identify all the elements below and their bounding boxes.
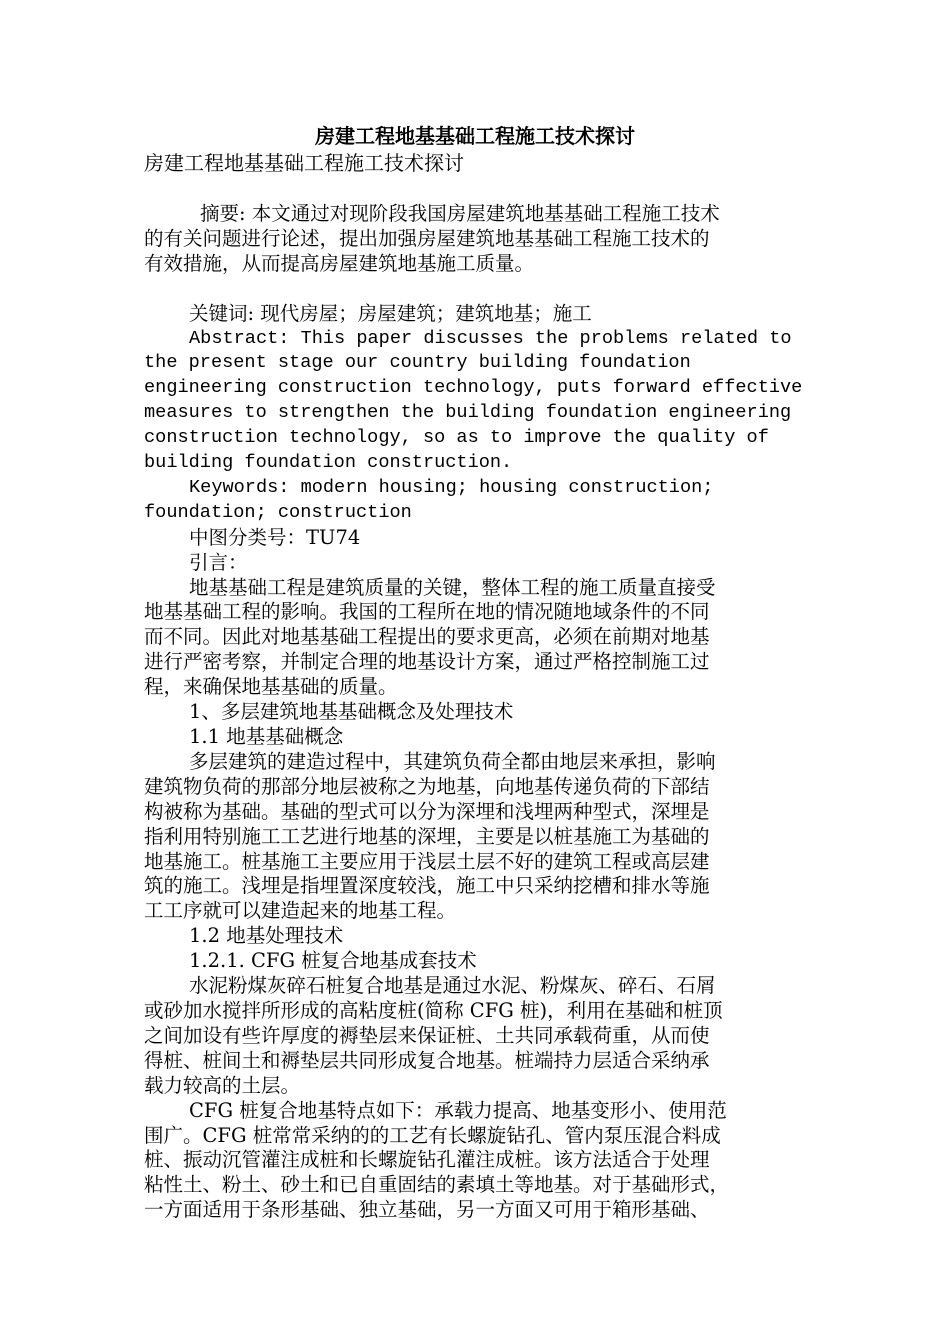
- abstract-cn: [144, 202, 806, 277]
- paragraph-line: 建筑物负荷的那部分地层被称之为地基，向地基传递负荷的下部结: [144, 774, 710, 798]
- paragraph-line: 程，来确保地基基础的质量。: [144, 675, 398, 699]
- paragraph-line: 水泥粉煤灰碎石桩复合地基是通过水泥、粉煤灰、碎石、石屑: [189, 974, 716, 998]
- keywords-en-line: foundation; construction: [144, 501, 412, 523]
- abstract-en-line: the present stage our country building foundation: [144, 352, 691, 374]
- paragraph-line: 地基基础工程的影响。我国的工程所在地的情况随地域条件的不同: [144, 600, 710, 624]
- paragraph-line: 得桩、桩间土和褥垫层共同形成复合地基。桩端持力层适合采纳承: [144, 1048, 710, 1072]
- document-title: 房建工程地基基础工程施工技术探讨: [315, 124, 635, 148]
- paragraph-line: 工工序就可以建造起来的地基工程。: [144, 899, 457, 923]
- intro-heading: 引言：: [189, 550, 248, 574]
- paragraph-line: 地基基础工程是建筑质量的关键，整体工程的施工质量直接受: [189, 575, 716, 599]
- abstract-en-line: Abstract: This paper discusses the problems related to: [189, 327, 792, 349]
- keywords-en: [144, 476, 806, 526]
- paragraph-line: 进行严密考察，并制定合理的地基设计方案，通过严格控制施工过: [144, 650, 710, 674]
- abstract-cn-line: 摘要: 本文通过对现阶段我国房屋建筑地基基础工程施工技术: [200, 202, 720, 225]
- abstract-en-line: measures to strengthen the building foundation engineering: [144, 402, 792, 424]
- section-1-1-paragraph: [144, 750, 806, 924]
- abstract-cn-line: 有效措施，从而提高房屋建筑地基施工质量。: [144, 251, 535, 275]
- paragraph-line: 筑的施工。浅埋是指埋置深度较浅，施工中只采纳挖槽和排水等施: [144, 874, 710, 898]
- section-1-2-heading: 1.2 地基处理技术: [189, 924, 344, 948]
- section-1-2-1-heading: 1.2.1. CFG 桩复合地基成套技术: [189, 949, 477, 973]
- paragraph-line: 指利用特别施工工艺进行地基的深埋，主要是以桩基施工为基础的: [144, 824, 710, 848]
- classification-number: 中图分类号：TU74: [189, 525, 361, 549]
- paragraph-line: 之间加设有些许厚度的褥垫层来保证桩、土共同承载荷重，从而使: [144, 1023, 710, 1047]
- document-page: [144, 122, 806, 1223]
- paragraph-line: 粘性土、粉土、砂土和已自重固结的素填土等地基。对于基础形式，: [144, 1173, 730, 1197]
- spacer: [144, 277, 806, 302]
- abstract-en-line: construction technology, so as to improve the quality of: [144, 427, 769, 449]
- document-subtitle: 房建工程地基基础工程施工技术探讨: [144, 151, 464, 175]
- paragraph-line: 构被称为基础。基础的型式可以分为深埋和浅埋两种型式，深埋是: [144, 799, 710, 823]
- paragraph-line: 一方面适用于条形基础、独立基础，另一方面又可用于箱形基础、: [144, 1198, 710, 1222]
- abstract-cn-line: 的有关问题进行论述，提出加强房屋建筑地基基础工程施工技术的: [144, 226, 710, 250]
- paragraph-line: 而不同。因此对地基基础工程提出的要求更高，必须在前期对地基: [144, 625, 710, 649]
- paragraph-line: 围广。CFG 桩常常采纳的的工艺有长螺旋钻孔、管内泵压混合料成: [144, 1123, 721, 1147]
- section-1-1-heading: 1.1 地基基础概念: [189, 725, 344, 749]
- abstract-en-line: building foundation construction.: [144, 452, 513, 474]
- paragraph-line: 桩、振动沉管灌注成桩和长螺旋钻孔灌注成桩。该方法适合于处理: [144, 1148, 710, 1172]
- abstract-en: [144, 327, 806, 476]
- paragraph-line: 或砂加水搅拌所形成的高粘度桩(简称 CFG 桩)，利用在基础和桩顶: [144, 998, 723, 1022]
- paragraph-line: CFG 桩复合地基特点如下：承载力提高、地基变形小、使用范: [189, 1098, 727, 1122]
- paragraph-line: 载力较高的土层。: [144, 1073, 301, 1097]
- keywords-cn: 关键词: 现代房屋；房屋建筑；建筑地基；施工: [189, 301, 592, 325]
- section-1-2-1-paragraph: [144, 974, 806, 1099]
- abstract-en-line: engineering construction technology, puts forward effective: [144, 377, 803, 399]
- section-1-heading: 1、多层建筑地基基础概念及处理技术: [189, 700, 514, 724]
- paragraph-line: 地基施工。桩基施工主要应用于浅层土层不好的建筑工程或高层建: [144, 849, 710, 873]
- paragraph-line: 多层建筑的建造过程中，其建筑负荷全都由地层来承担，影响: [189, 749, 716, 773]
- spacer: [144, 176, 806, 202]
- intro-paragraph: [144, 576, 806, 701]
- keywords-en-line: Keywords: modern housing; housing construction;: [189, 476, 714, 498]
- cfg-features-paragraph: [144, 1099, 806, 1224]
